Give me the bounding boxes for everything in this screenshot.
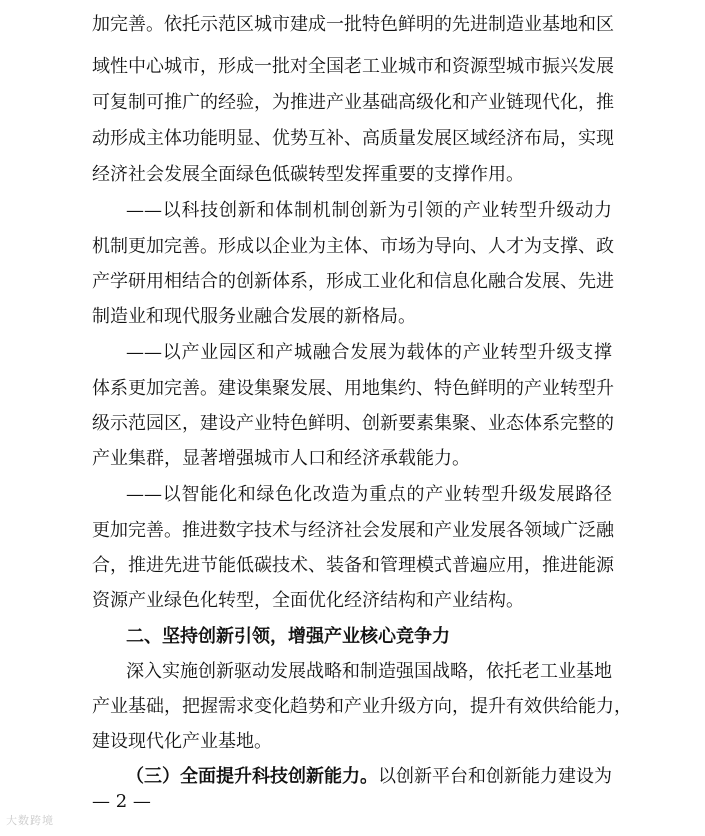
paragraph-line: 级示范园区，建设产业特色鲜明、创新要素集聚、业态体系完整的 — [92, 413, 614, 434]
paragraph-line: 经济社会发展全面绿色低碳转型发挥重要的支撑作用。 — [92, 164, 524, 185]
subsection-text: 以创新平台和创新能力建设为 — [378, 766, 612, 787]
paragraph-line: 加完善。依托示范区城市建成一批特色鲜明的先进制造业基地和区 — [92, 14, 614, 35]
paragraph-line: 资源产业绿色化转型，全面优化经济结构和产业结构。 — [92, 590, 524, 611]
paragraph-line: ——以智能化和绿色化改造为重点的产业转型升级发展路径 — [126, 484, 612, 505]
paragraph-line: ——以产业园区和产城融合发展为载体的产业转型升级支撑 — [126, 342, 612, 363]
paragraph-line: 合，推进先进节能低碳技术、装备和管理模式普遍应用，推进能源 — [92, 555, 614, 576]
watermark: 大数跨境 — [6, 814, 54, 827]
paragraph-line: 动形成主体功能明显、优势互补、高质量发展区域经济布局，实现 — [92, 128, 614, 149]
page-number: — 2 — — [92, 791, 151, 812]
paragraph-line: 机制更加完善。形成以企业为主体、市场为导向、人才为支撑、政 — [92, 236, 614, 257]
paragraph-line: 产业集群，显著增强城市人口和经济承载能力。 — [92, 448, 470, 469]
paragraph-line: ——以科技创新和体制机制创新为引领的产业转型升级动力 — [126, 200, 612, 221]
paragraph-line: 制造业和现代服务业融合发展的新格局。 — [92, 306, 416, 327]
paragraph-line: 深入实施创新驱动发展战略和制造强国战略，依托老工业基地 — [126, 661, 612, 682]
subsection-line — [126, 762, 612, 792]
paragraph-line: 建设现代化产业基地。 — [92, 731, 272, 752]
paragraph-line: 更加完善。推进数字技术与经济社会发展和产业发展各领域广泛融 — [92, 520, 614, 541]
subsection-title: （三）全面提升科技创新能力。 — [126, 766, 378, 787]
paragraph-line: 可复制可推广的经验，为推进产业基础高级化和产业链现代化，推 — [92, 92, 614, 113]
paragraph-line: 产业基础，把握需求变化趋势和产业升级方向，提升有效供给能力， — [92, 696, 632, 717]
paragraph-line: 域性中心城市，形成一批对全国老工业城市和资源型城市振兴发展 — [92, 56, 614, 77]
paragraph-line: 产学研用相结合的创新体系，形成工业化和信息化融合发展、先进 — [92, 271, 614, 292]
paragraph-line: 体系更加完善。建设集聚发展、用地集约、特色鲜明的产业转型升 — [92, 378, 614, 399]
section-heading: 二、坚持创新引领，增强产业核心竞争力 — [126, 626, 450, 647]
